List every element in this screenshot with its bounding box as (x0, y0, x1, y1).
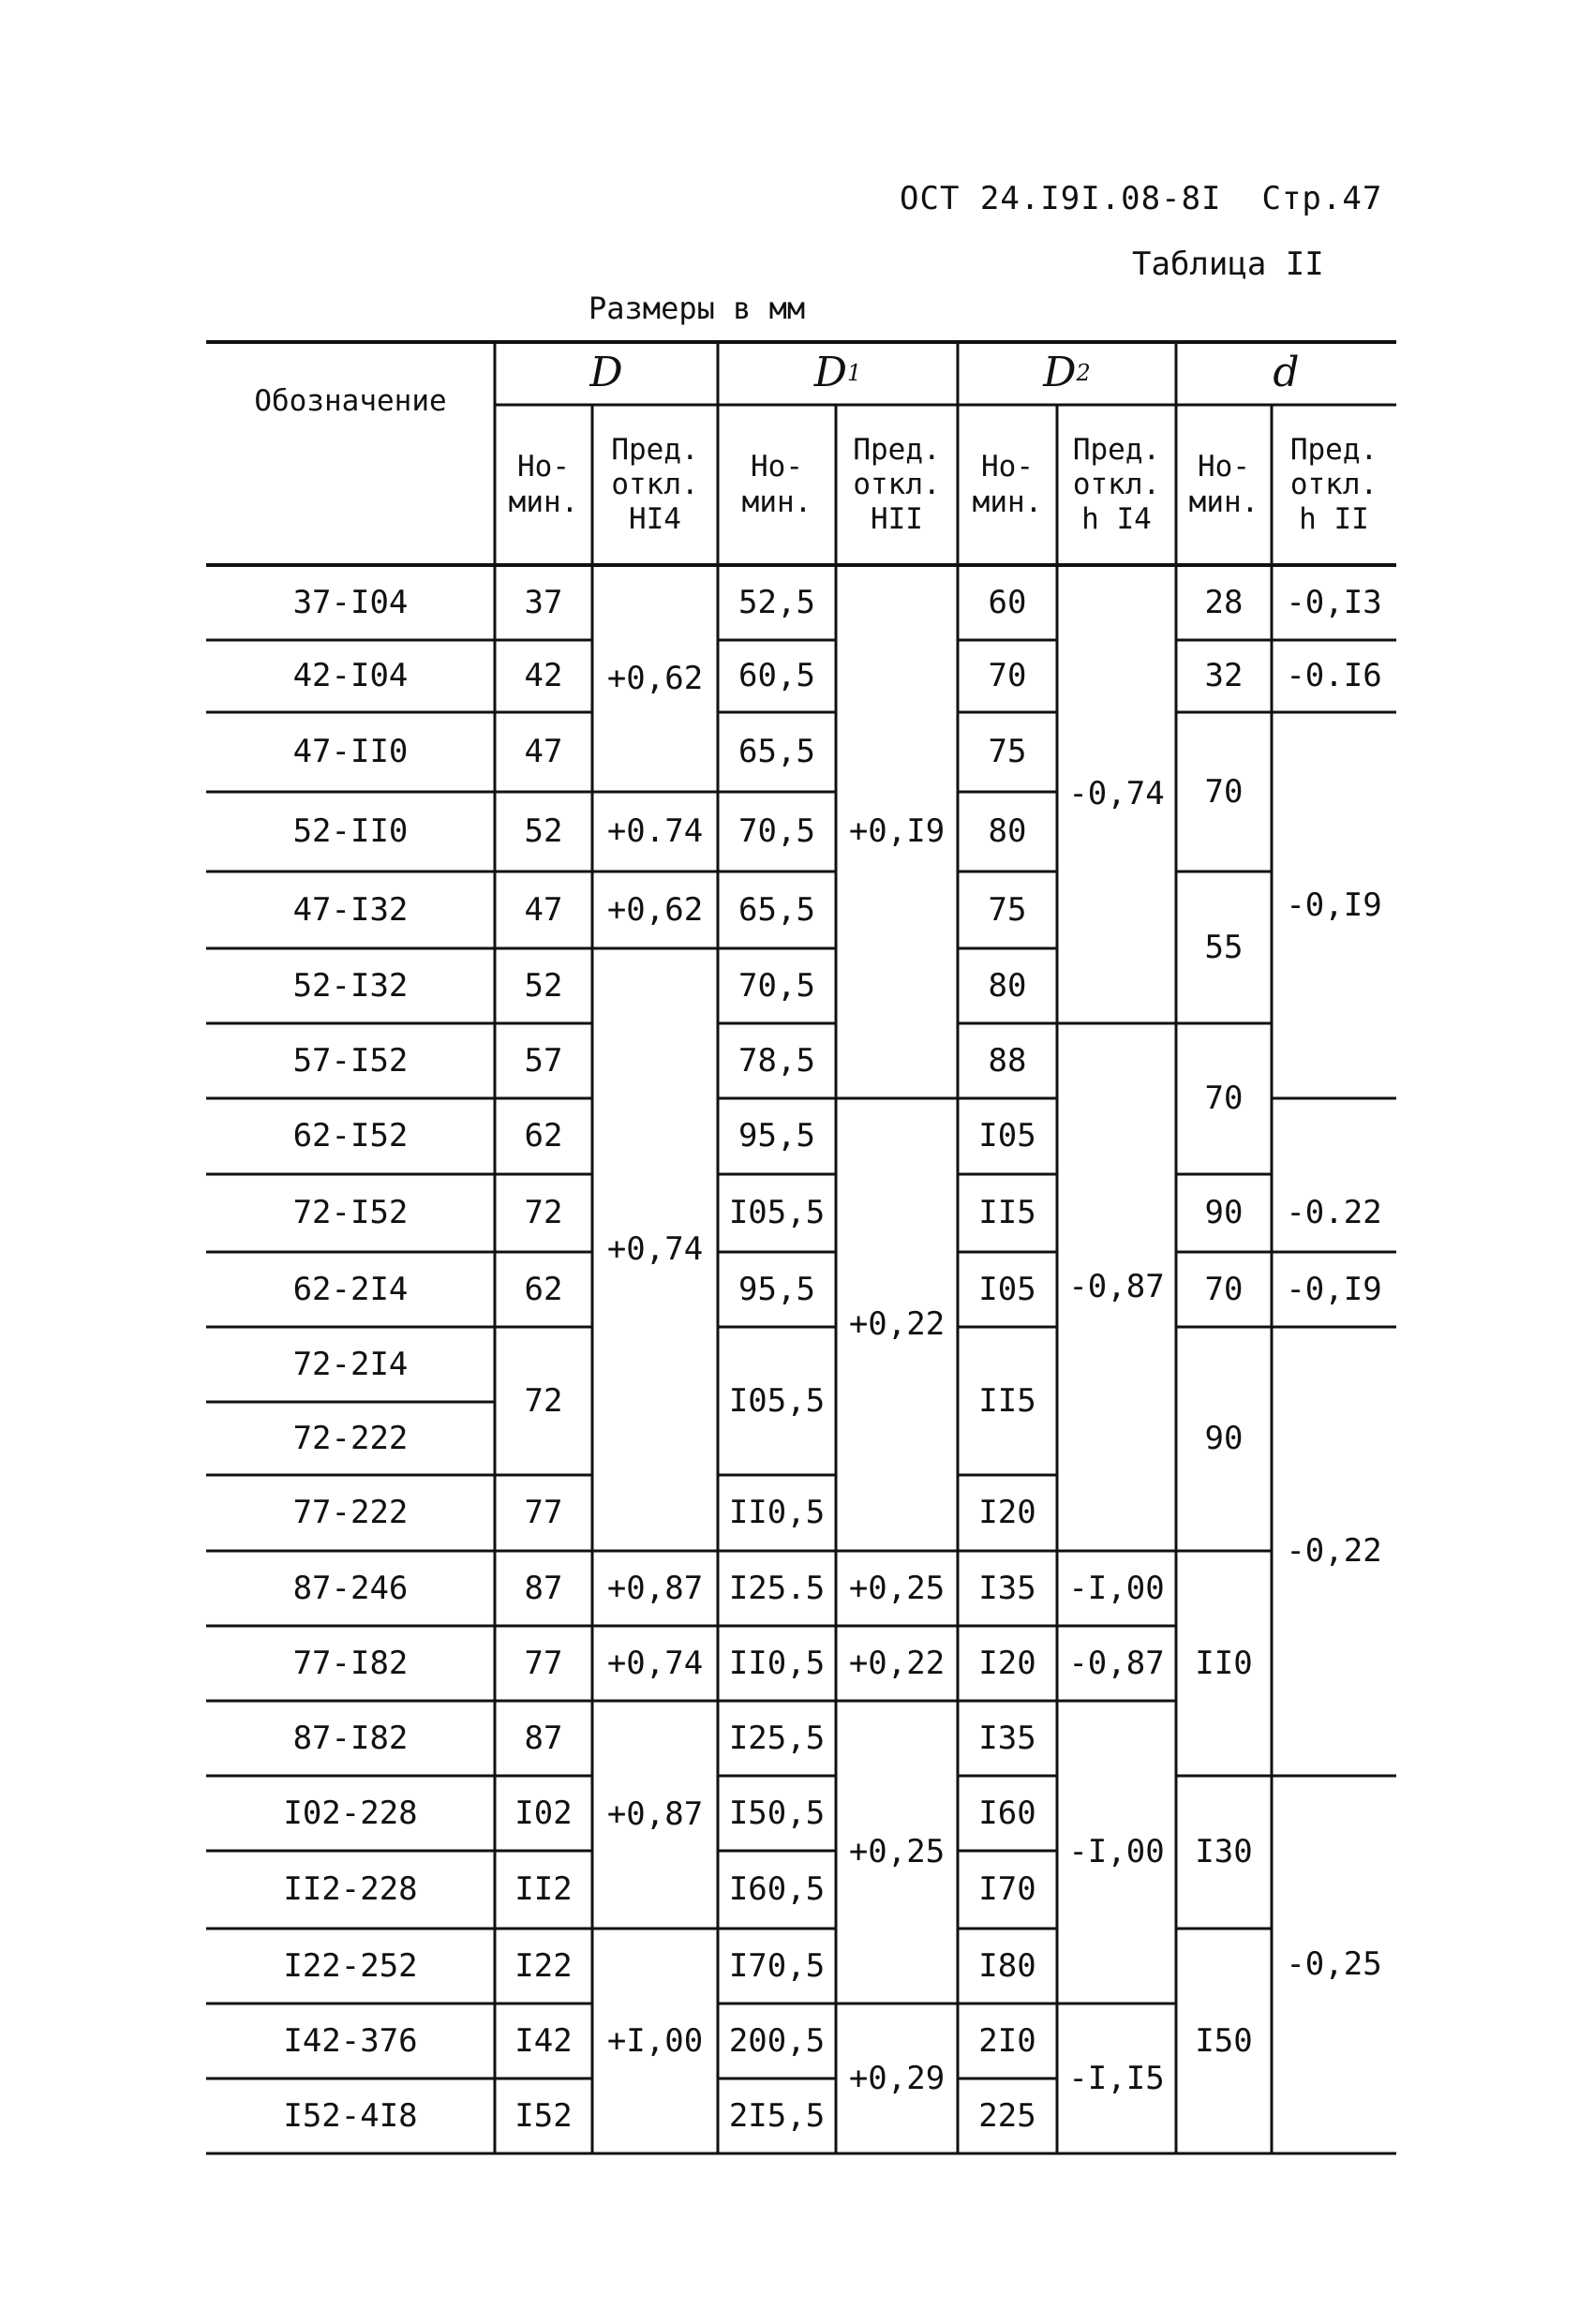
nominal-header: Но- мин. (741, 450, 812, 519)
d-nom-cell: 47 (524, 890, 563, 929)
d2-tol-cell: -I,00 (1068, 1833, 1165, 1871)
designation-header: Обозначение (254, 383, 447, 418)
d1-nom-cell: I05,5 (728, 1381, 826, 1420)
d2-nom-cell: 225 (978, 2096, 1036, 2135)
d-tol-cell: -0.I6 (1286, 657, 1382, 695)
d-nom-cell: I02 (514, 1794, 573, 1832)
d-nom-cell: II0 (1195, 1644, 1253, 1682)
d-nom-cell: 70 (1204, 1270, 1244, 1308)
designation-cell: 37-I04 (292, 583, 409, 621)
designation-cell: 77-222 (292, 1494, 409, 1532)
designation-cell: 62-I52 (292, 1117, 409, 1155)
d1-tol-cell: +0,29 (848, 2059, 946, 2097)
table-label: Таблица II (1132, 246, 1324, 283)
d2-nom-cell: I20 (978, 1644, 1036, 1682)
d1-nom-cell: 95,5 (738, 1117, 815, 1155)
d1-nom-cell: 95,5 (738, 1270, 815, 1308)
d-nom-cell: 90 (1204, 1194, 1244, 1232)
d-nom-cell: 55 (1204, 928, 1244, 966)
d1-nom-cell: 70,5 (738, 966, 815, 1005)
d1-tol-cell: +0,25 (848, 1569, 946, 1607)
d2-nom-cell: I20 (978, 1494, 1036, 1532)
d-tol-cell: +0,87 (606, 1569, 704, 1607)
designation-cell: 87-246 (292, 1569, 409, 1607)
d1-nom-cell: I50,5 (728, 1794, 826, 1832)
designation-cell: I42-376 (283, 2021, 418, 2060)
d1-nom-cell: 2I5,5 (728, 2096, 826, 2135)
d1-nom-cell: 65,5 (738, 733, 815, 771)
d2-tol-cell: -I,00 (1068, 1569, 1165, 1607)
d-nom-cell: II2 (514, 1870, 573, 1909)
d2-nom-cell: 80 (988, 966, 1027, 1005)
d1-nom-cell: I05,5 (728, 1194, 826, 1232)
d1-nom-cell: I70,5 (728, 1946, 826, 1985)
d-nom-cell: 52 (524, 812, 563, 851)
designation-cell: 42-I04 (292, 657, 409, 695)
tolerance-header: Пред. откл. h I4 (1072, 432, 1161, 537)
tolerance-header: Пред. откл. h II (1289, 432, 1378, 537)
nominal-header: Но- мин. (1188, 450, 1259, 519)
d-nom-cell: 62 (524, 1270, 563, 1308)
designation-cell: 72-2I4 (292, 1345, 409, 1383)
d1-nom-cell: II0,5 (728, 1494, 826, 1532)
d-nom-cell: 37 (524, 583, 563, 621)
d-tol-cell: -0,25 (1286, 1945, 1382, 1984)
d-nom-cell: 57 (524, 1041, 563, 1080)
d-nom-cell: 77 (524, 1494, 563, 1532)
d1-nom-cell: II0,5 (728, 1644, 826, 1682)
group-header-3: D 2 (1043, 349, 1091, 397)
d-nom-cell: 62 (524, 1117, 563, 1155)
d-tol-cell: +0,74 (606, 1230, 704, 1269)
d2-nom-cell: II5 (978, 1194, 1036, 1232)
designation-cell: 77-I82 (292, 1644, 409, 1682)
d-tol-cell: -0,22 (1286, 1532, 1382, 1571)
d2-nom-cell: II5 (978, 1381, 1036, 1420)
d1-tol-cell: +0,22 (848, 1644, 946, 1682)
d-nom-cell: 70 (1204, 772, 1244, 811)
designation-cell: 52-II0 (292, 812, 409, 851)
d2-tol-cell: -I,I5 (1068, 2059, 1165, 2097)
d-tol-cell: -0,I9 (1286, 1270, 1382, 1308)
d2-nom-cell: 60 (988, 583, 1027, 621)
designation-cell: I52-4I8 (283, 2096, 418, 2135)
d1-nom-cell: 60,5 (738, 657, 815, 695)
d-tol-cell: +0,87 (606, 1795, 704, 1834)
d-nom-cell: I50 (1195, 2021, 1253, 2060)
d-nom-cell: I52 (514, 2096, 573, 2135)
designation-cell: I22-252 (283, 1946, 418, 1985)
d-nom-cell: 32 (1204, 657, 1244, 695)
d1-nom-cell: I25,5 (728, 1719, 826, 1757)
d-tol-cell: -0.22 (1286, 1194, 1382, 1232)
d2-nom-cell: 75 (988, 733, 1027, 771)
designation-cell: I02-228 (283, 1794, 418, 1832)
designation-cell: 47-II0 (292, 733, 409, 771)
d2-nom-cell: I60 (978, 1794, 1036, 1832)
d-nom-cell: I30 (1195, 1833, 1253, 1871)
d2-nom-cell: I05 (978, 1270, 1036, 1308)
d-nom-cell: 72 (524, 1381, 563, 1420)
d-tol-cell: +0.74 (606, 812, 704, 851)
d1-nom-cell: I60,5 (728, 1870, 826, 1909)
d-tol-cell: +0,74 (606, 1644, 704, 1682)
d2-nom-cell: 70 (988, 657, 1027, 695)
d2-tol-cell: -0,87 (1068, 1268, 1165, 1306)
d1-nom-cell: I25.5 (728, 1569, 826, 1607)
d1-nom-cell: 70,5 (738, 812, 815, 851)
d-nom-cell: 72 (524, 1194, 563, 1232)
designation-cell: 57-I52 (292, 1041, 409, 1080)
designation-cell: II2-228 (283, 1870, 418, 1909)
d-tol-cell: +0,62 (606, 890, 704, 929)
nominal-header: Но- мин. (508, 450, 579, 519)
d2-nom-cell: I35 (978, 1569, 1036, 1607)
standard-number: ОСТ 24.I9I.08-8I (900, 180, 1222, 217)
designation-cell: 72-I52 (292, 1194, 409, 1232)
d-nom-cell: 87 (524, 1719, 563, 1757)
d2-nom-cell: 2I0 (978, 2021, 1036, 2060)
d-tol-cell: +I,00 (606, 2021, 704, 2060)
d1-tol-cell: +0,25 (848, 1833, 946, 1871)
d2-nom-cell: 88 (988, 1041, 1027, 1080)
designation-cell: 62-2I4 (292, 1270, 409, 1308)
d-tol-cell: -0,I3 (1286, 583, 1382, 621)
d2-nom-cell: 80 (988, 812, 1027, 851)
d-nom-cell: 90 (1204, 1420, 1244, 1458)
units-note: Размеры в мм (588, 290, 806, 326)
group-header-4: d (1273, 349, 1300, 397)
d-tol-cell: +0,62 (606, 659, 704, 697)
group-header-1: D (589, 349, 623, 397)
d1-nom-cell: 78,5 (738, 1041, 815, 1080)
d2-nom-cell: I70 (978, 1870, 1036, 1909)
d2-tol-cell: -0,74 (1068, 775, 1165, 813)
d1-tol-cell: +0,22 (848, 1305, 946, 1344)
designation-cell: 72-222 (292, 1419, 409, 1457)
d1-tol-cell: +0,I9 (848, 812, 946, 851)
d2-nom-cell: 75 (988, 890, 1027, 929)
page-number: Стр.47 (1261, 180, 1383, 217)
d2-tol-cell: -0,87 (1068, 1644, 1165, 1682)
d2-nom-cell: I80 (978, 1946, 1036, 1985)
d-nom-cell: 47 (524, 733, 563, 771)
tolerance-header: Пред. откл. HII (853, 432, 941, 537)
d-nom-cell: 70 (1204, 1080, 1244, 1118)
d-nom-cell: 42 (524, 657, 563, 695)
d-nom-cell: 28 (1204, 583, 1244, 621)
group-header-2: D 1 (813, 349, 862, 397)
d-nom-cell: I42 (514, 2021, 573, 2060)
d1-nom-cell: 200,5 (728, 2021, 826, 2060)
d-tol-cell: -0,I9 (1286, 886, 1382, 924)
designation-cell: 87-I82 (292, 1719, 409, 1757)
d-nom-cell: 52 (524, 966, 563, 1005)
d-nom-cell: 77 (524, 1644, 563, 1682)
d2-nom-cell: I05 (978, 1117, 1036, 1155)
d-nom-cell: 87 (524, 1569, 563, 1607)
designation-cell: 47-I32 (292, 890, 409, 929)
nominal-header: Но- мин. (972, 450, 1043, 519)
designation-cell: 52-I32 (292, 966, 409, 1005)
d2-nom-cell: I35 (978, 1719, 1036, 1757)
tolerance-header: Пред. откл. HI4 (611, 432, 699, 537)
d1-nom-cell: 52,5 (738, 583, 815, 621)
d-nom-cell: I22 (514, 1946, 573, 1985)
d1-nom-cell: 65,5 (738, 890, 815, 929)
